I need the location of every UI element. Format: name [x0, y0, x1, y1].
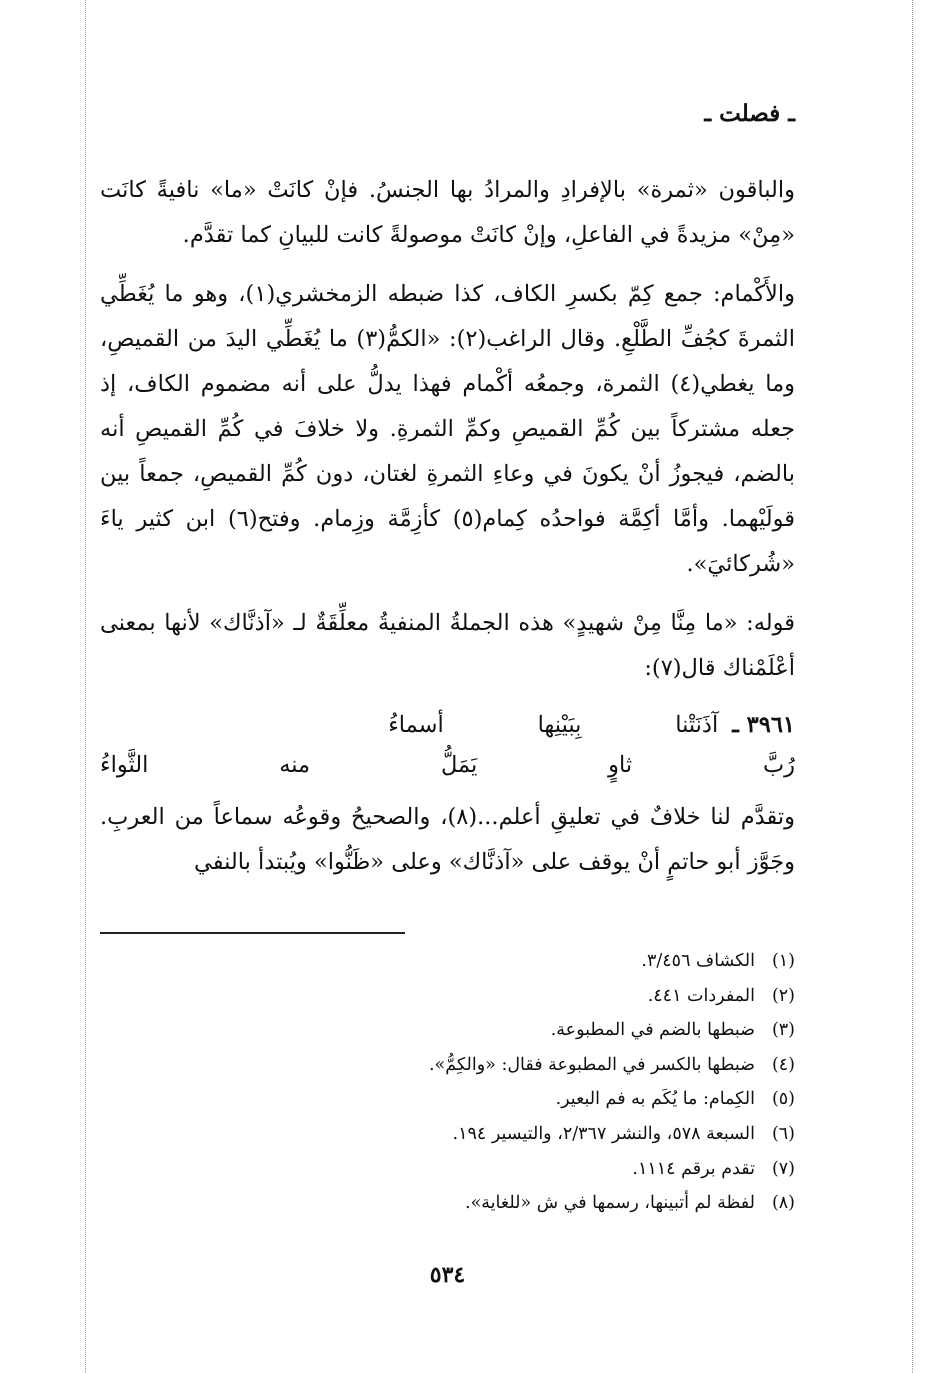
footnote-text: المفردات ٤٤١.: [647, 985, 755, 1006]
footnote-number: (٨): [771, 1193, 795, 1214]
footnote-text: الكشاف ٣/٤٥٦.: [641, 951, 755, 971]
margin-dotted-line-left: [85, 0, 86, 1373]
footnote-number: (٧): [771, 1158, 795, 1179]
paragraph-3: قوله: «ما مِنَّا مِنْ شهيدٍ» هذه الجملةُ المنفيةُ معلِّقَةٌ لـ «آذنَّاك» لأنها بمعنى أعْلَمْناك قال(٧):: [100, 610, 795, 681]
footnote-number: (٣): [771, 1020, 795, 1041]
verse-number: ٣٩٦١ ـ: [732, 712, 795, 738]
footnote-item: [100, 1186, 795, 1221]
footnote-item: [100, 1082, 795, 1117]
footnote-text: السبعة ٥٧٨، والنشر ٢/٣٦٧، والتيسير ١٩٤.: [452, 1123, 755, 1144]
paragraph-4: وتقدَّم لنا خلافٌ في تعليقِ أعلم...(٨)، والصحيحُ وقوعُه سماعاً من العربِ. وجَوَّز أبو حاتمٍ أنْ يوقف على «آذنَّاك» وعلى «ظَنُّوا» ويُبتدأ بالنفي: [100, 804, 795, 875]
verse-line-2: [100, 745, 795, 785]
footnote-text: تقدم برقم ١١١٤.: [632, 1158, 755, 1179]
footnote-item: [100, 1152, 795, 1187]
poetry-verse: [100, 705, 795, 785]
footnote-number: (٥): [771, 1089, 795, 1110]
main-text: [100, 168, 795, 899]
verse-line-1: [100, 705, 795, 745]
footnote-item: [100, 1013, 795, 1048]
footnote-item: [100, 1117, 795, 1152]
footnote-number: (٢): [771, 985, 795, 1006]
footnotes-list: [100, 944, 795, 1221]
footnote-text: لفظة لم أتبينها، رسمها في ش «للغاية».: [465, 1193, 755, 1214]
footnote-text: ضبطها بالكسر في المطبوعة فقال: «والكِمُّ».: [428, 1054, 755, 1075]
second-hemistich: رُبَّ ثاوٍ يَمَلُّ منه الثَّواءُ: [100, 752, 795, 778]
footnote-item: [100, 944, 795, 979]
footnote-item: [100, 979, 795, 1014]
footnote-text: ضبطها بالضم في المطبوعة.: [550, 1020, 755, 1041]
footnote-separator: [100, 932, 405, 934]
footnote-text: الكِمام: ما يُكَم به فم البعير.: [555, 1089, 755, 1110]
first-hemistich: آذَنَتْنا بِبَيْنِها أسماءُ: [388, 712, 719, 738]
running-header: ـ فصلت ـ: [704, 100, 795, 127]
paragraph-2: والأَكْمام: جمع كِمّ بكسرِ الكاف، كذا ضبطه الزمخشري(١)، وهو ما يُغَطِّي الثمرةَ كجُفِّ الطَّلْعِ. وقال الراغب(٢): «الكمُّ(٣) ما يُغَطِّي اليدَ من القميصِ، وما يغطي(٤) الثمرة، وجمعُه أكْمام فهذا يدلُّ على أنه مضموم الكاف، إذ جعله مشتركاً بين كُمِّ القميصِ وكمِّ الثمرةِ. ولا خلافَ في كُمِّ القميصِ أنه بالضم، فيجوزُ أنْ يكونَ في وعاءِ الثمرةِ لغتان، دون كُمِّ القميصِ، جمعاً بين قولَيْهما. وأمَّا أكِمَّة فواحدُه كِمام(٥) كأزِمَّة وزِمام. وفتح(٦) ابن كثير ياءَ «شُركائيَ».: [100, 281, 796, 577]
footnote-number: (١): [771, 951, 795, 971]
page-number: ٥٣٤: [429, 1262, 466, 1288]
paragraph-1: والباقون «ثمرة» بالإفرادِ والمرادُ بها الجنسُ. فإنْ كانَتْ «ما» نافيةً كانَت «مِنْ» مزيدةً في الفاعلِ، وإنْ كانَتْ موصولةً كانت للبيانِ كما تقدَّم.: [100, 177, 795, 248]
book-page: [100, 0, 795, 1373]
margin-dotted-line-right: [912, 0, 913, 1373]
footnote-item: [100, 1048, 795, 1083]
footnote-number: (٤): [771, 1054, 795, 1075]
footnote-number: (٦): [771, 1123, 795, 1144]
